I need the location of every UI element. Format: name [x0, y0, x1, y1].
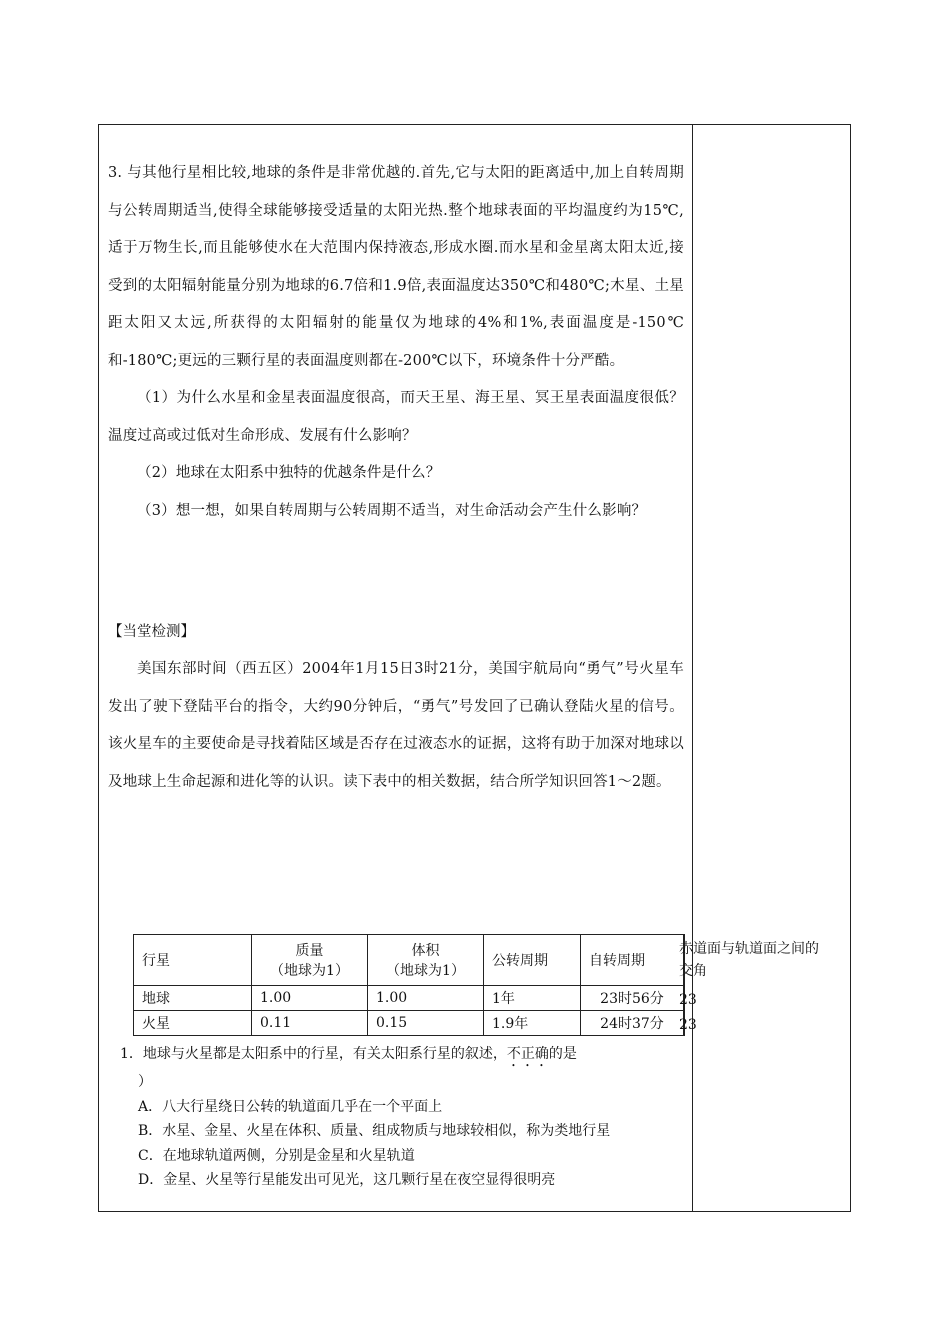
main-content — [108, 155, 684, 801]
header-revolution: 公转周期 — [484, 935, 581, 986]
header-angle: 赤道面与轨道面之间的交角 — [679, 941, 819, 979]
question-1-stem-end: 的是 — [548, 1046, 577, 1062]
option-c: C．在地球轨道两侧，分别是金星和火星轨道 — [138, 1147, 415, 1164]
question-intro-3: （3）想一想，如果自转周期与公转周期不适当，对生命活动会产生什么影响？ — [137, 502, 647, 519]
question-1-close: ） — [138, 1074, 152, 1090]
option-b: B．水星、金星、火星在体积、质量、组成物质与地球较相似，称为类地行星 — [138, 1123, 611, 1139]
cell-volume: 1.00 — [368, 986, 484, 1011]
header-mass-line1: 质量 — [295, 943, 324, 959]
question-1 — [120, 1042, 686, 1193]
header-rotation: 自转周期 — [581, 935, 684, 986]
question-intro-1: （1）为什么水星和金星表面温度很高，而天王星、海王星、冥王星表面温度很低？温度过高或过低对生命形成、发展有什么影响？ — [108, 390, 684, 444]
cell-mass: 0.11 — [252, 1011, 368, 1036]
table-row — [134, 986, 685, 1011]
cell-angle: 23 — [679, 992, 697, 1008]
header-mass-line2: （地球为1） — [270, 963, 349, 979]
cell-planet: 火星 — [134, 1011, 252, 1036]
table-row — [134, 1011, 685, 1036]
spacer — [108, 530, 684, 614]
cell-planet: 地球 — [134, 986, 252, 1011]
intro-paragraph: 3. 与其他行星相比较,地球的条件是非常优越的.首先,它与太阳的距离适中,加上自转周期与公转周期适当,使得全球能够接受适量的太阳光热.整个地球表面的平均温度约为15℃,适于万物生长,而且能够使水在大范围内保持液态,形成水圈.而水星和金星离太阳太近,接受到的太阳辐射能量分别为地球的6.7倍和1.9倍,表面温度达350℃和480℃;木星、土星距太阳又太远,所获得的太阳辐射的能量仅为地球的4%和1%,表面温度是-150℃和-180℃;更远的三颗行星的表面温度则都在-200℃以下，环境条件十分严酷。 — [108, 165, 684, 369]
cell-angle: 23 — [679, 1017, 697, 1033]
test-passage: 美国东部时间（西五区）2004年1月15日3时21分，美国宇航局向“勇气”号火星车发出了驶下登陆平台的指令，大约90分钟后，“勇气”号发回了已确认登陆火星的信号。该火星车的主要使命是寻找着陆区域是否存在过液态水的证据，这将有助于加深对地球以及地球上生命起源和进化等的认识。读下表中的相关数据，结合所学知识回答1～2题。 — [108, 661, 684, 790]
header-volume-line2: （地球为1） — [386, 963, 465, 979]
question-intro-2: （2）地球在太阳系中独特的优越条件是什么？ — [137, 465, 441, 481]
planet-data-table — [133, 934, 685, 1036]
cell-volume: 0.15 — [368, 1011, 484, 1036]
cell-revolution: 1.9年 — [484, 1011, 581, 1036]
column-divider — [692, 124, 693, 1212]
header-mass — [252, 935, 368, 986]
option-d: D．金星、火星等行星能发出可见光，这几颗行星在夜空显得很明亮 — [138, 1172, 556, 1188]
cell-rotation: 24时37分 — [581, 1011, 684, 1036]
cell-rotation: 23时56分 — [581, 986, 684, 1011]
table-header-row — [134, 935, 685, 986]
question-1-stem — [120, 1042, 686, 1070]
header-planet: 行星 — [134, 935, 252, 986]
cell-mass: 1.00 — [252, 986, 368, 1011]
option-a: A．八大行星绕日公转的轨道面几乎在一个平面上 — [138, 1098, 443, 1115]
header-volume-line1: 体积 — [411, 943, 440, 959]
question-1-emphasis: 不正确 — [506, 1046, 549, 1062]
header-volume — [368, 935, 484, 986]
cell-revolution: 1年 — [484, 986, 581, 1011]
section-heading: 【当堂检测】 — [108, 624, 195, 640]
question-1-stem-text: 1．地球与火星都是太阳系中的行星，有关太阳系行星的叙述， — [120, 1046, 507, 1062]
